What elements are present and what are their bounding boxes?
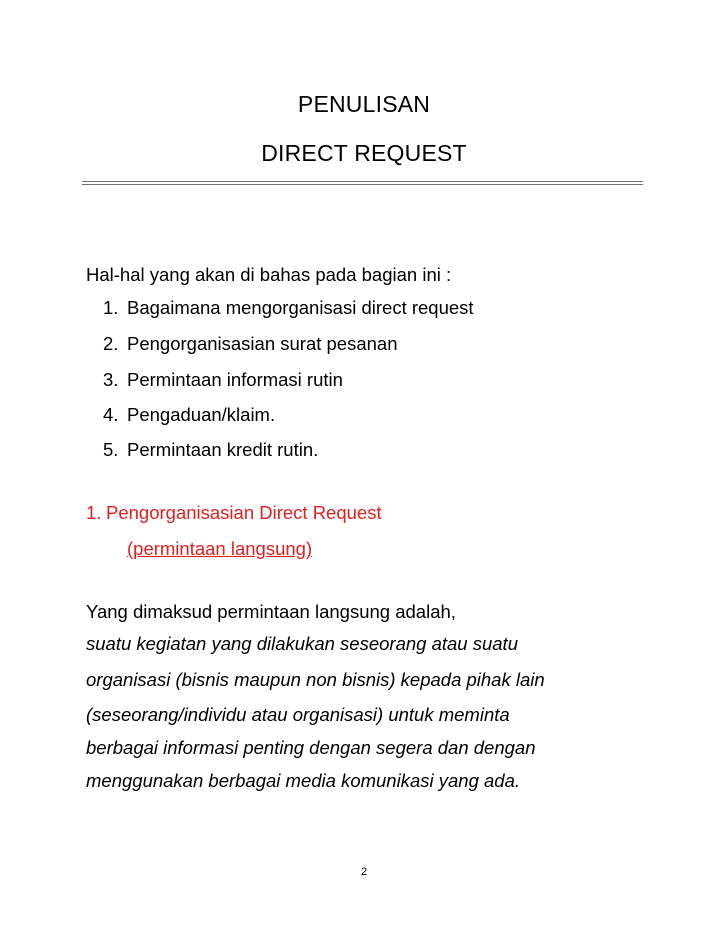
topic-list-item — [103, 404, 275, 426]
topic-text: Bagaimana mengorganisasi direct request — [127, 297, 474, 318]
topic-number: 3. — [103, 369, 119, 390]
topic-number: 5. — [103, 439, 119, 460]
topic-list-item — [103, 333, 398, 355]
topic-text: Permintaan informasi rutin — [127, 369, 343, 390]
title-divider-top — [82, 181, 643, 182]
section-heading — [86, 502, 382, 524]
topic-list-item — [103, 369, 343, 391]
topic-list-item — [103, 439, 318, 461]
topic-text: Pengorganisasian surat pesanan — [127, 333, 398, 354]
topic-text: Permintaan kredit rutin. — [127, 439, 319, 460]
topic-number: 1. — [103, 297, 119, 318]
definition-lead: Yang dimaksud permintaan langsung adalah, — [86, 601, 456, 622]
definition-line: (seseorang/individu atau organisasi) untuk meminta — [86, 704, 510, 725]
section-number: 1. — [86, 502, 102, 523]
definition-line: berbagai informasi penting dengan segera dan dengan — [86, 737, 536, 758]
title-divider-bottom — [82, 184, 643, 185]
definition-line: menggunakan berbagai media komunikasi yang ada. — [86, 770, 521, 791]
page-number: 2 — [360, 866, 368, 878]
topic-list-item — [103, 297, 474, 319]
topic-number: 2. — [103, 333, 119, 354]
topic-number: 4. — [103, 404, 119, 425]
section-title: Pengorganisasian Direct Request — [106, 502, 382, 523]
definition-line: organisasi (bisnis maupun non bisnis) kepada pihak lain — [86, 669, 545, 690]
document-title-line-2: DIRECT REQUEST — [261, 140, 467, 166]
definition-line: suatu kegiatan yang dilakukan seseorang atau suatu — [86, 633, 518, 654]
intro-text: Hal-hal yang akan di bahas pada bagian ini : — [86, 264, 452, 285]
topic-text: Pengaduan/klaim. — [127, 404, 276, 425]
section-subheading: (permintaan langsung) — [127, 538, 313, 559]
document-title-line-1: PENULISAN — [297, 91, 431, 117]
